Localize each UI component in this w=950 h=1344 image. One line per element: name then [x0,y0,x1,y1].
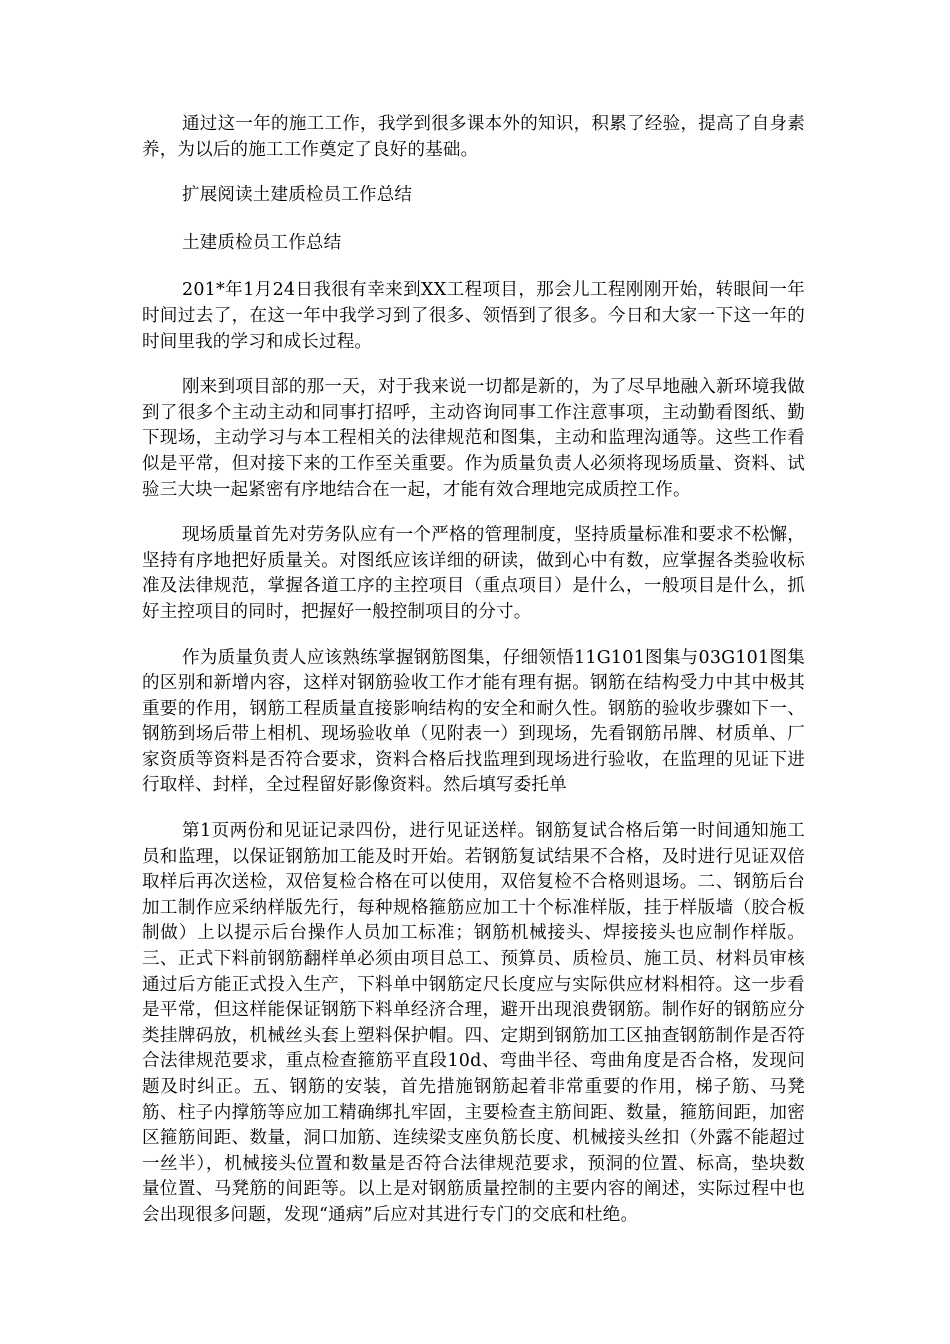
document-page [142,112,805,1249]
paragraph-first-day: 刚来到项目部的那一天，对于我来说一切都是新的，为了尽早地融入新环境我做到了很多个主动主动和同事打招呼，主动咨询同事工作注意事项，主动勤看图纸、勤下现场，主动学习与本工程相关的法律规范和图集，主动和监理沟通等。这些工作看似是平常，但对接下来的工作至关重要。作为质量负责人必须将现场质量、资料、试验三大块一起紧密有序地结合在一起，才能有效合理地完成质控工作。 [142,377,805,500]
paragraph-site-quality: 现场质量首先对劳务队应有一个严格的管理制度，坚持质量标准和要求不松懈，坚持有序地把好质量关。对图纸应该详细的研读，做到心中有数，应掌握各类验收标准及法律规范，掌握各道工序的主控项目（重点项目）是什么，一般项目是什么，抓好主控项目的同时，把握好一般控制项目的分寸。 [142,525,805,622]
paragraph-intro: 通过这一年的施工工作，我学到很多课本外的知识，积累了经验，提高了自身素养，为以后的施工工作奠定了良好的基础。 [142,114,805,160]
paragraph-rebar-acceptance: 作为质量负责人应该熟练掌握钢筋图集，仔细领悟11G101图集与03G101图集的区别和新增内容，这样对钢筋验收工作才能有理有据。钢筋在结构受力中其中极其重要的作用，钢筋工程质量直接影响结构的安全和耐久性。钢筋的验收步骤如下一、钢筋到场后带上相机、现场验收单（见附表一）到现场，先看钢筋吊牌、材质单、厂家资质等资料是否符合要求，资料合格后找监理到现场进行验收，在监理的见证下进行取样、封样，全过程留好影像资料。然后填写委托单 [142,647,805,796]
paragraph-rebar-control: 第1页两份和见证记录四份，进行见证送样。钢筋复试合格后第一时间通知施工员和监理，以保证钢筋加工能及时开始。若钢筋复试结果不合格，及时进行见证双倍取样后再次送检，双倍复检合格在可以使用，双倍复检不合格则退场。二、钢筋后台加工制作应采纳样版先行，每种规格箍筋应加工十个标准样版，挂于样版墙（胶合板制做）上以提示后台操作人员加工标准；钢筋机械接头、焊接接头也应制作样版。三、正式下料前钢筋翻样单必须由项目总工、预算员、质检员、施工员、材料员审核通过后方能正式投入生产，下料单中钢筋定尺长度应与实际供应材料相符。这一步看是平常，但这样能保证钢筋下料单经济合理，避开出现浪费钢筋。制作好的钢筋应分类挂牌码放，机械丝头套上塑料保护帽。四、定期到钢筋加工区抽查钢筋制作是否符合法律规范要求，重点检查箍筋平直段10d、弯曲半径、弯曲角度是否合格，发现问题及时纠正。五、钢筋的安装，首先措施钢筋起着非常重要的作用，梯子筋、马凳筋、柱子内撑筋等应加工精确绑扎牢固，主要检查主筋间距、数量，箍筋间距，加密区箍筋间距、数量，洞口加筋、连续梁支座负筋长度、机械接头丝扣（外露不能超过一丝半），机械接头位置和数量是否符合法律规范要求，预洞的位置、标高，垫块数量位置、马凳筋的间距等。以上是对钢筋质量控制的主要内容的阐述，实际过程中也会出现很多问题，发现“通病”后应对其进行专门的交底和杜绝。 [142,821,805,1225]
paragraph-extended-reading-title: 扩展阅读土建质检员工作总结 [182,185,413,206]
paragraph-arrival: 201*年1月24日我很有幸来到XX工程项目，那会儿工程刚刚开始，转眼间一年时间过去了，在这一年中我学习到了很多、领悟到了很多。今日和大家一下这一年的时间里我的学习和成长过程。 [142,280,805,352]
paragraph-summary-title: 土建质检员工作总结 [182,232,342,253]
